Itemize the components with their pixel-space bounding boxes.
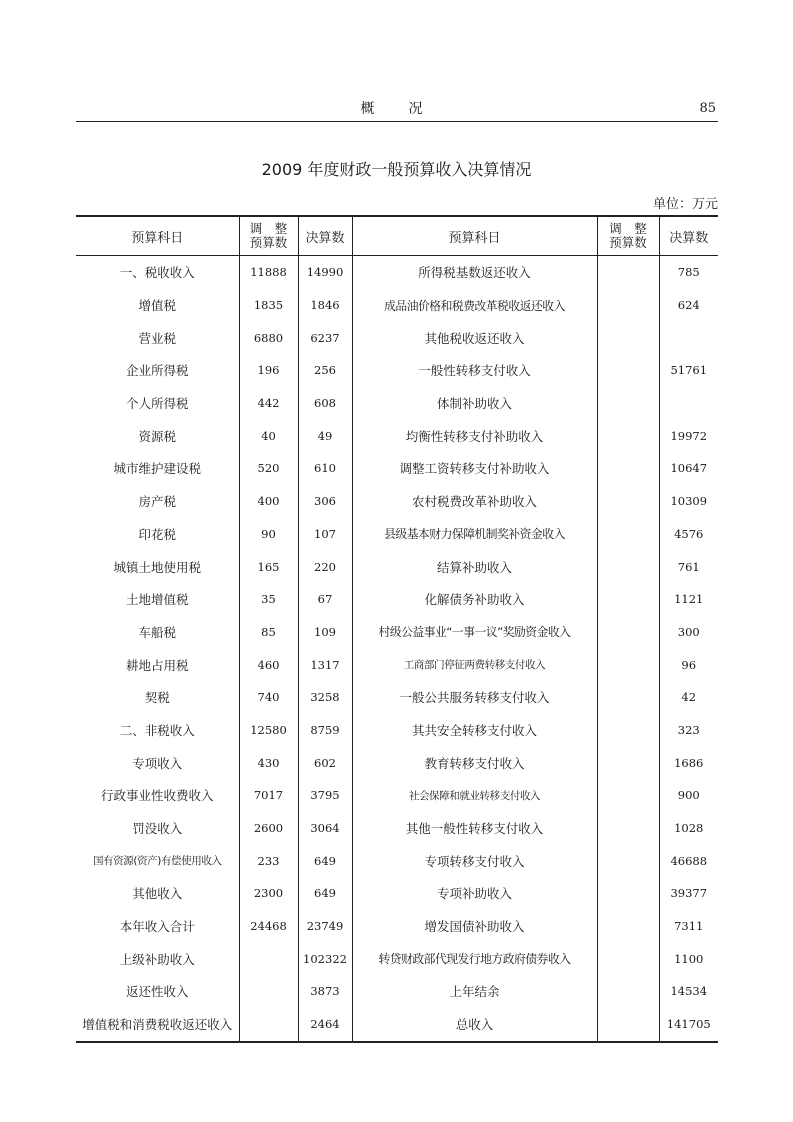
table-row <box>76 779 718 812</box>
left-final-cell: 306 <box>298 485 352 518</box>
left-item-cell: 专项收入 <box>132 755 183 771</box>
right-adjusted-cell <box>597 714 659 747</box>
left-final-cell: 3795 <box>298 779 352 812</box>
left-item-cell: 其他收入 <box>132 886 183 902</box>
left-final-cell: 102322 <box>298 942 352 975</box>
right-item-cell: 调整工资转移支付补助收入 <box>352 452 597 485</box>
left-item-cell: 罚没收入 <box>132 821 183 837</box>
table-row <box>76 648 718 681</box>
left-final-cell: 107 <box>298 518 352 551</box>
right-item-cell: 总收入 <box>352 1008 597 1042</box>
header-left-item: 预算科日 <box>76 216 239 256</box>
table-row <box>76 256 718 289</box>
left-item-cell: 耕地占用税 <box>125 657 189 673</box>
header-right-adj-line1: 调 整 <box>609 221 647 236</box>
left-final-cell: 23749 <box>298 910 352 943</box>
left-item-cell: 企业所得税 <box>125 363 189 379</box>
right-item-cell: 教育转移支付收入 <box>352 746 597 779</box>
right-item-cell: 工商部门停征两费转移支付收入 <box>352 648 597 681</box>
header-right-adj-line2: 预算数 <box>609 235 647 250</box>
table-header-row <box>76 216 718 256</box>
page-number: 85 <box>699 101 716 116</box>
right-adjusted-cell <box>597 452 659 485</box>
left-adjusted-cell <box>239 1008 298 1042</box>
left-final-cell: 8759 <box>298 714 352 747</box>
left-adjusted-cell: 400 <box>239 485 298 518</box>
right-adjusted-cell <box>597 256 659 289</box>
left-final-cell: 6237 <box>298 321 352 354</box>
left-item-cell: 房产税 <box>138 494 176 510</box>
header-right-final: 决算数 <box>659 216 718 256</box>
left-adjusted-cell: 165 <box>239 550 298 583</box>
table-row <box>76 1008 718 1042</box>
table-row <box>76 419 718 452</box>
left-adjusted-cell: 442 <box>239 387 298 420</box>
right-final-cell: 1121 <box>659 583 718 616</box>
table-row <box>76 942 718 975</box>
right-item-cell: 转贷财政部代现发行地方政府债券收入 <box>352 942 597 975</box>
table-row <box>76 616 718 649</box>
right-final-cell: 624 <box>659 289 718 322</box>
table-row <box>76 387 718 420</box>
right-adjusted-cell <box>597 583 659 616</box>
right-item-cell: 增发国债补助收入 <box>352 910 597 943</box>
left-final-cell: 3873 <box>298 975 352 1008</box>
header-left-adj-line2: 预算数 <box>249 235 288 250</box>
left-adjusted-cell <box>239 942 298 975</box>
right-item-cell: 成品油价格和税费改革税收返还收入 <box>352 289 597 322</box>
left-final-cell: 220 <box>298 550 352 583</box>
left-item-cell: 增值税 <box>138 298 176 314</box>
left-item-cell: 城市维护建设税 <box>113 461 201 477</box>
header-rule <box>76 121 718 122</box>
right-adjusted-cell <box>597 779 659 812</box>
left-final-cell: 67 <box>298 583 352 616</box>
header-left-adjusted-budget <box>239 216 298 256</box>
table-row <box>76 485 718 518</box>
table-row <box>76 746 718 779</box>
right-final-cell: 14534 <box>659 975 718 1008</box>
right-adjusted-cell <box>597 844 659 877</box>
budget-table <box>76 215 718 1043</box>
left-item-cell: 城镇土地使用税 <box>113 559 201 575</box>
right-adjusted-cell <box>597 485 659 518</box>
right-item-cell: 其他一般性转移支付收入 <box>352 812 597 845</box>
left-item-cell: 行政事业性收费收入 <box>100 788 214 804</box>
table-row <box>76 321 718 354</box>
table-row <box>76 714 718 747</box>
left-item-cell: 个人所得税 <box>125 396 189 412</box>
left-final-cell: 14990 <box>298 256 352 289</box>
right-adjusted-cell <box>597 616 659 649</box>
running-header-title: 概 况 <box>360 101 433 117</box>
table-row <box>76 518 718 551</box>
left-item-cell: 土地增值税 <box>125 592 189 608</box>
right-final-cell: 761 <box>659 550 718 583</box>
header-left-adj-line1: 调 整 <box>249 221 288 236</box>
left-adjusted-cell: 24468 <box>239 910 298 943</box>
right-final-cell: 51761 <box>659 354 718 387</box>
right-item-cell: 一般性转移支付收入 <box>352 354 597 387</box>
right-adjusted-cell <box>597 354 659 387</box>
right-final-cell: 19972 <box>659 419 718 452</box>
left-final-cell: 610 <box>298 452 352 485</box>
header-right-adjusted-budget <box>597 216 659 256</box>
header-left-final: 决算数 <box>298 216 352 256</box>
left-adjusted-cell: 196 <box>239 354 298 387</box>
left-final-cell: 649 <box>298 877 352 910</box>
right-adjusted-cell <box>597 812 659 845</box>
right-adjusted-cell <box>597 1008 659 1042</box>
right-final-cell: 1028 <box>659 812 718 845</box>
table-body <box>76 256 718 1042</box>
right-item-cell: 均衡性转移支付补助收入 <box>352 419 597 452</box>
right-item-cell: 专项补助收入 <box>352 877 597 910</box>
left-item-cell: 增值税和消费税收返还收入 <box>76 1008 239 1042</box>
right-item-cell: 农村税费改革补助收入 <box>352 485 597 518</box>
right-final-cell: 10309 <box>659 485 718 518</box>
left-adjusted-cell: 7017 <box>239 779 298 812</box>
unit-label: 单位：万元 <box>652 197 718 212</box>
left-adjusted-cell <box>239 975 298 1008</box>
right-adjusted-cell <box>597 648 659 681</box>
left-adjusted-cell: 233 <box>239 844 298 877</box>
right-adjusted-cell <box>597 746 659 779</box>
right-final-cell: 300 <box>659 616 718 649</box>
right-final-cell: 1686 <box>659 746 718 779</box>
left-adjusted-cell: 35 <box>239 583 298 616</box>
header-right-item: 预算科日 <box>352 216 597 256</box>
left-adjusted-cell: 740 <box>239 681 298 714</box>
left-item-cell: 返还性收入 <box>125 984 189 1000</box>
left-item-cell: 营业税 <box>138 330 176 346</box>
right-final-cell <box>659 387 718 420</box>
left-adjusted-cell: 430 <box>239 746 298 779</box>
left-adjusted-cell: 12580 <box>239 714 298 747</box>
right-item-cell: 一般公共服务转移支付收入 <box>352 681 597 714</box>
left-item-cell: 印花税 <box>138 526 176 542</box>
left-adjusted-cell: 6880 <box>239 321 298 354</box>
table-title: 2009 年度财政一般预算收入决算情况 <box>261 160 532 179</box>
left-item-cell: 一、税收收入 <box>119 265 195 281</box>
table-row <box>76 583 718 616</box>
table-row <box>76 812 718 845</box>
left-adjusted-cell: 2600 <box>239 812 298 845</box>
left-adjusted-cell: 460 <box>239 648 298 681</box>
right-adjusted-cell <box>597 877 659 910</box>
right-final-cell: 1100 <box>659 942 718 975</box>
left-item-cell: 车船税 <box>138 624 176 640</box>
left-adjusted-cell: 40 <box>239 419 298 452</box>
right-final-cell: 141705 <box>659 1008 718 1042</box>
right-item-cell: 其他税收返还收入 <box>352 321 597 354</box>
right-final-cell <box>659 321 718 354</box>
right-final-cell: 785 <box>659 256 718 289</box>
table-row <box>76 681 718 714</box>
right-final-cell: 42 <box>659 681 718 714</box>
right-item-cell: 上年结余 <box>352 975 597 1008</box>
left-final-cell: 1317 <box>298 648 352 681</box>
left-final-cell: 3064 <box>298 812 352 845</box>
right-adjusted-cell <box>597 419 659 452</box>
left-final-cell: 608 <box>298 387 352 420</box>
right-adjusted-cell <box>597 518 659 551</box>
right-adjusted-cell <box>597 681 659 714</box>
right-adjusted-cell <box>597 910 659 943</box>
right-final-cell: 900 <box>659 779 718 812</box>
table-row <box>76 550 718 583</box>
right-final-cell: 4576 <box>659 518 718 551</box>
right-item-cell: 体制补助收入 <box>352 387 597 420</box>
left-item-cell: 资源税 <box>138 428 176 444</box>
right-item-cell: 专项转移支付收入 <box>352 844 597 877</box>
right-adjusted-cell <box>597 321 659 354</box>
left-adjusted-cell: 85 <box>239 616 298 649</box>
right-item-cell: 村级公益事业“一事一议”奖励资金收入 <box>352 616 597 649</box>
left-item-cell: 上级补助收入 <box>119 951 195 967</box>
left-adjusted-cell: 520 <box>239 452 298 485</box>
left-item-cell: 国有资源(资产)有偿使用收入 <box>92 855 222 868</box>
left-final-cell: 2464 <box>298 1008 352 1042</box>
right-item-cell: 结算补助收入 <box>352 550 597 583</box>
right-adjusted-cell <box>597 942 659 975</box>
right-item-cell: 化解债务补助收入 <box>352 583 597 616</box>
table-row <box>76 877 718 910</box>
right-item-cell: 所得税基数返还收入 <box>352 256 597 289</box>
left-adjusted-cell: 1835 <box>239 289 298 322</box>
table-row <box>76 975 718 1008</box>
table-row <box>76 354 718 387</box>
left-final-cell: 602 <box>298 746 352 779</box>
right-adjusted-cell <box>597 975 659 1008</box>
right-adjusted-cell <box>597 550 659 583</box>
table-row <box>76 452 718 485</box>
left-item-cell: 本年收入合计 <box>119 919 195 935</box>
left-adjusted-cell: 2300 <box>239 877 298 910</box>
left-final-cell: 256 <box>298 354 352 387</box>
right-final-cell: 7311 <box>659 910 718 943</box>
right-item-cell: 社会保障和就业转移支付收入 <box>352 779 597 812</box>
left-final-cell: 3258 <box>298 681 352 714</box>
left-adjusted-cell: 11888 <box>239 256 298 289</box>
right-adjusted-cell <box>597 289 659 322</box>
left-item-cell: 契税 <box>144 690 170 706</box>
right-item-cell: 其共安全转移支付收入 <box>352 714 597 747</box>
left-final-cell: 649 <box>298 844 352 877</box>
table-row <box>76 910 718 943</box>
right-adjusted-cell <box>597 387 659 420</box>
table-row <box>76 289 718 322</box>
right-final-cell: 96 <box>659 648 718 681</box>
right-final-cell: 46688 <box>659 844 718 877</box>
left-item-cell: 二、非税收入 <box>119 722 195 738</box>
left-adjusted-cell: 90 <box>239 518 298 551</box>
right-item-cell: 县级基本财力保障机制奖补资金收入 <box>352 518 597 551</box>
left-final-cell: 1846 <box>298 289 352 322</box>
right-final-cell: 39377 <box>659 877 718 910</box>
right-final-cell: 323 <box>659 714 718 747</box>
left-final-cell: 109 <box>298 616 352 649</box>
right-final-cell: 10647 <box>659 452 718 485</box>
left-final-cell: 49 <box>298 419 352 452</box>
table-row <box>76 844 718 877</box>
